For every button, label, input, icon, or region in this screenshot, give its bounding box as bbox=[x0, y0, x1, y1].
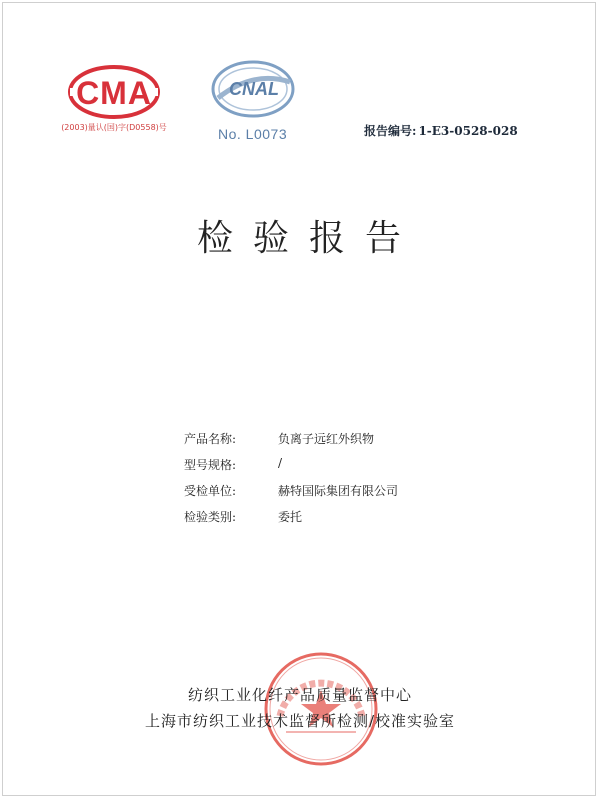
report-number-value: 1-E3-0528-028 bbox=[418, 124, 518, 138]
field-inspection-type bbox=[184, 508, 504, 534]
issuing-organization-line-1: 纺织工业化纤产品质量监督中心 bbox=[187, 686, 412, 704]
svg-text:CNAL: CNAL bbox=[229, 79, 279, 99]
field-value: / bbox=[278, 456, 283, 470]
field-label: 受检单位: bbox=[184, 484, 237, 498]
report-number-label: 报告编号: bbox=[364, 124, 417, 138]
field-label: 型号规格: bbox=[184, 458, 237, 472]
cma-license-number: (2003)量认(国)字(D0558)号 bbox=[61, 123, 167, 132]
official-seal-stamp-icon bbox=[262, 650, 380, 768]
field-product-name bbox=[184, 430, 504, 456]
field-value: 赫特国际集团有限公司 bbox=[278, 484, 399, 498]
field-model-spec bbox=[184, 456, 504, 482]
field-inspected-unit bbox=[184, 482, 504, 508]
report-number bbox=[364, 122, 518, 139]
cnal-accreditation-number: No. L0073 bbox=[218, 126, 288, 142]
field-label: 检验类别: bbox=[184, 510, 237, 524]
document-title: 检验报告 bbox=[196, 218, 421, 259]
field-label: 产品名称: bbox=[184, 432, 237, 446]
field-value: 负离子远红外织物 bbox=[278, 432, 375, 446]
cnal-logo-icon bbox=[208, 58, 298, 120]
issuing-organization-line-2: 上海市纺织工业技术监督所检测/校准实验室 bbox=[144, 712, 456, 730]
field-value: 委托 bbox=[278, 510, 303, 524]
report-fields bbox=[184, 430, 504, 534]
svg-text:CMA: CMA bbox=[76, 75, 152, 111]
